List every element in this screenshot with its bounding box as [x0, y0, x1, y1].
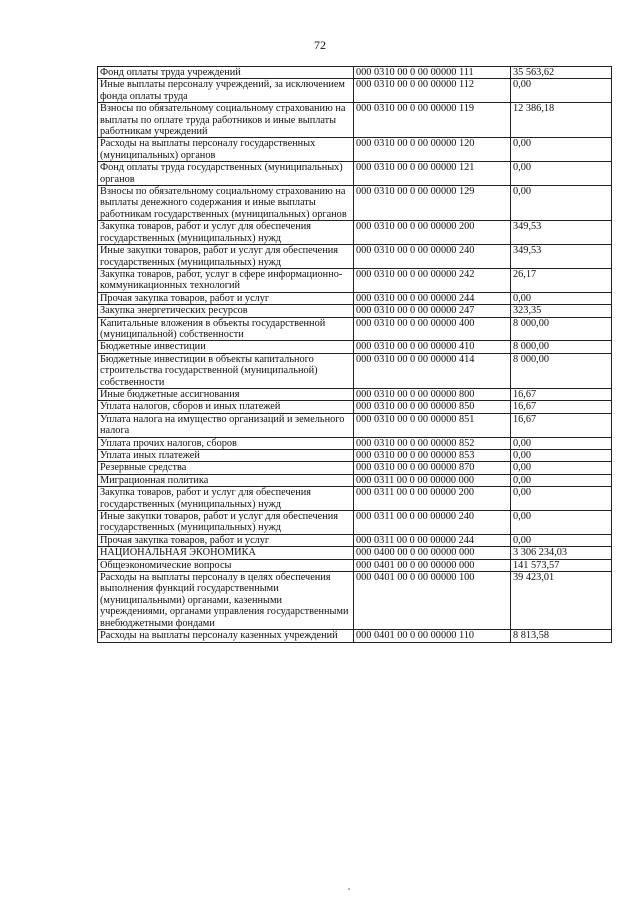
row-code-cell: 000 0310 00 0 00 00000 200 — [354, 221, 511, 245]
table-row — [98, 572, 612, 630]
row-name-cell: Иные закупки товаров, работ и услуг для обеспечения государственных (муниципальных) нужд — [98, 511, 354, 535]
row-sum-cell: 0,00 — [511, 487, 612, 511]
table-row — [98, 353, 612, 388]
row-code-cell: 000 0311 00 0 00 00000 200 — [354, 487, 511, 511]
table-row — [98, 487, 612, 511]
row-name-cell: Прочая закупка товаров, работ и услуг — [98, 292, 354, 304]
row-name-cell: Фонд оплаты труда государственных (муниципальных) органов — [98, 162, 354, 186]
row-sum-cell: 8 000,00 — [511, 341, 612, 353]
row-sum-cell: 39 423,01 — [511, 572, 612, 630]
row-name-cell: Взносы по обязательному социальному страхованию на выплаты денежного содержания и иные выплаты работникам государственных (муниципальных) органов — [98, 186, 354, 221]
table-row — [98, 450, 612, 462]
row-code-cell: 000 0310 00 0 00 00000 852 — [354, 437, 511, 449]
table-row — [98, 401, 612, 413]
row-sum-cell: 0,00 — [511, 450, 612, 462]
row-sum-cell: 16,67 — [511, 413, 612, 437]
row-sum-cell: 8 000,00 — [511, 317, 612, 341]
table-row — [98, 138, 612, 162]
row-code-cell: 000 0310 00 0 00 00000 853 — [354, 450, 511, 462]
row-code-cell: 000 0310 00 0 00 00000 870 — [354, 462, 511, 474]
row-code-cell: 000 0311 00 0 00 00000 244 — [354, 534, 511, 546]
row-name-cell: Закупка товаров, работ и услуг для обеспечения государственных (муниципальных) нужд — [98, 221, 354, 245]
row-name-cell: Закупка товаров, работ, услуг в сфере информационно-коммуникационных технологий — [98, 268, 354, 292]
row-name-cell: Прочая закупка товаров, работ и услуг — [98, 534, 354, 546]
row-sum-cell: 0,00 — [511, 437, 612, 449]
row-sum-cell: 0,00 — [511, 462, 612, 474]
table-row — [98, 630, 612, 642]
row-sum-cell: 8 000,00 — [511, 353, 612, 388]
row-sum-cell: 16,67 — [511, 388, 612, 400]
budget-table — [97, 66, 612, 643]
table-row — [98, 559, 612, 571]
table-row — [98, 437, 612, 449]
row-code-cell: 000 0311 00 0 00 00000 240 — [354, 511, 511, 535]
row-sum-cell: 349,53 — [511, 245, 612, 269]
row-name-cell: Общеэкономические вопросы — [98, 559, 354, 571]
table-row — [98, 67, 612, 79]
row-name-cell: Уплата налогов, сборов и иных платежей — [98, 401, 354, 413]
table-row — [98, 292, 612, 304]
row-code-cell: 000 0401 00 0 00 00000 000 — [354, 559, 511, 571]
row-name-cell: Расходы на выплаты персоналу казенных учреждений — [98, 630, 354, 642]
row-name-cell: Резервные средства — [98, 462, 354, 474]
row-sum-cell: 349,53 — [511, 221, 612, 245]
table-row — [98, 186, 612, 221]
table-row — [98, 511, 612, 535]
row-name-cell: Иные бюджетные ассигнования — [98, 388, 354, 400]
row-name-cell: Уплата иных платежей — [98, 450, 354, 462]
row-code-cell: 000 0310 00 0 00 00000 120 — [354, 138, 511, 162]
table-row — [98, 388, 612, 400]
row-sum-cell: 0,00 — [511, 511, 612, 535]
row-code-cell: 000 0310 00 0 00 00000 112 — [354, 79, 511, 103]
table-row — [98, 341, 612, 353]
row-name-cell: Фонд оплаты труда учреждений — [98, 67, 354, 79]
row-sum-cell: 0,00 — [511, 162, 612, 186]
table-row — [98, 462, 612, 474]
row-sum-cell: 0,00 — [511, 534, 612, 546]
table-row — [98, 547, 612, 559]
row-code-cell: 000 0400 00 0 00 00000 000 — [354, 547, 511, 559]
row-code-cell: 000 0310 00 0 00 00000 410 — [354, 341, 511, 353]
row-code-cell: 000 0310 00 0 00 00000 240 — [354, 245, 511, 269]
row-name-cell: Уплата прочих налогов, сборов — [98, 437, 354, 449]
table-row — [98, 534, 612, 546]
budget-table-body — [98, 67, 612, 643]
row-name-cell: Расходы на выплаты персоналу государственных (муниципальных) органов — [98, 138, 354, 162]
table-row — [98, 474, 612, 486]
table-row — [98, 268, 612, 292]
row-sum-cell: 12 386,18 — [511, 103, 612, 138]
row-name-cell: Взносы по обязательному социальному страхованию на выплаты по оплате труда работников и иные выплаты работникам учреждений — [98, 103, 354, 138]
row-code-cell: 000 0310 00 0 00 00000 414 — [354, 353, 511, 388]
table-row — [98, 162, 612, 186]
table-row — [98, 79, 612, 103]
table-row — [98, 413, 612, 437]
row-code-cell: 000 0311 00 0 00 00000 000 — [354, 474, 511, 486]
table-row — [98, 305, 612, 317]
table-row — [98, 103, 612, 138]
row-sum-cell: 0,00 — [511, 474, 612, 486]
row-name-cell: Уплата налога на имущество организаций и земельного налога — [98, 413, 354, 437]
row-code-cell: 000 0401 00 0 00 00000 100 — [354, 572, 511, 630]
row-sum-cell: 0,00 — [511, 292, 612, 304]
row-sum-cell: 141 573,57 — [511, 559, 612, 571]
row-name-cell: Иные закупки товаров, работ и услуг для обеспечения государственных (муниципальных) нужд — [98, 245, 354, 269]
row-code-cell: 000 0310 00 0 00 00000 800 — [354, 388, 511, 400]
row-code-cell: 000 0310 00 0 00 00000 129 — [354, 186, 511, 221]
row-code-cell: 000 0310 00 0 00 00000 119 — [354, 103, 511, 138]
row-code-cell: 000 0310 00 0 00 00000 247 — [354, 305, 511, 317]
table-row — [98, 245, 612, 269]
row-name-cell: Капитальные вложения в объекты государственной (муниципальной) собственности — [98, 317, 354, 341]
row-name-cell: Бюджетные инвестиции — [98, 341, 354, 353]
row-code-cell: 000 0310 00 0 00 00000 111 — [354, 67, 511, 79]
row-name-cell: НАЦИОНАЛЬНАЯ ЭКОНОМИКА — [98, 547, 354, 559]
row-sum-cell: 0,00 — [511, 79, 612, 103]
row-name-cell: Бюджетные инвестиции в объекты капитального строительства государственной (муниципальной) собственности — [98, 353, 354, 388]
row-name-cell: Закупка энергетических ресурсов — [98, 305, 354, 317]
row-code-cell: 000 0310 00 0 00 00000 850 — [354, 401, 511, 413]
row-code-cell: 000 0310 00 0 00 00000 242 — [354, 268, 511, 292]
row-sum-cell: 0,00 — [511, 138, 612, 162]
row-sum-cell: 16,67 — [511, 401, 612, 413]
row-code-cell: 000 0310 00 0 00 00000 244 — [354, 292, 511, 304]
row-sum-cell: 0,00 — [511, 186, 612, 221]
row-sum-cell: 3 306 234,03 — [511, 547, 612, 559]
row-sum-cell: 26,17 — [511, 268, 612, 292]
page-number: 72 — [314, 38, 326, 52]
row-name-cell: Расходы на выплаты персоналу в целях обеспечения выполнения функций государственными (муниципальными) органами, казенными учреждениями, органами управления государственными внебюджетными фондами — [98, 572, 354, 630]
row-sum-cell: 323,35 — [511, 305, 612, 317]
table-row — [98, 317, 612, 341]
row-name-cell: Миграционная политика — [98, 474, 354, 486]
scan-speck — [348, 888, 350, 890]
row-code-cell: 000 0310 00 0 00 00000 851 — [354, 413, 511, 437]
row-code-cell: 000 0401 00 0 00 00000 110 — [354, 630, 511, 642]
row-code-cell: 000 0310 00 0 00 00000 121 — [354, 162, 511, 186]
row-name-cell: Иные выплаты персоналу учреждений, за исключением фонда оплаты труда — [98, 79, 354, 103]
table-row — [98, 221, 612, 245]
row-sum-cell: 35 563,62 — [511, 67, 612, 79]
row-code-cell: 000 0310 00 0 00 00000 400 — [354, 317, 511, 341]
row-sum-cell: 8 813,58 — [511, 630, 612, 642]
row-name-cell: Закупка товаров, работ и услуг для обеспечения государственных (муниципальных) нужд — [98, 487, 354, 511]
